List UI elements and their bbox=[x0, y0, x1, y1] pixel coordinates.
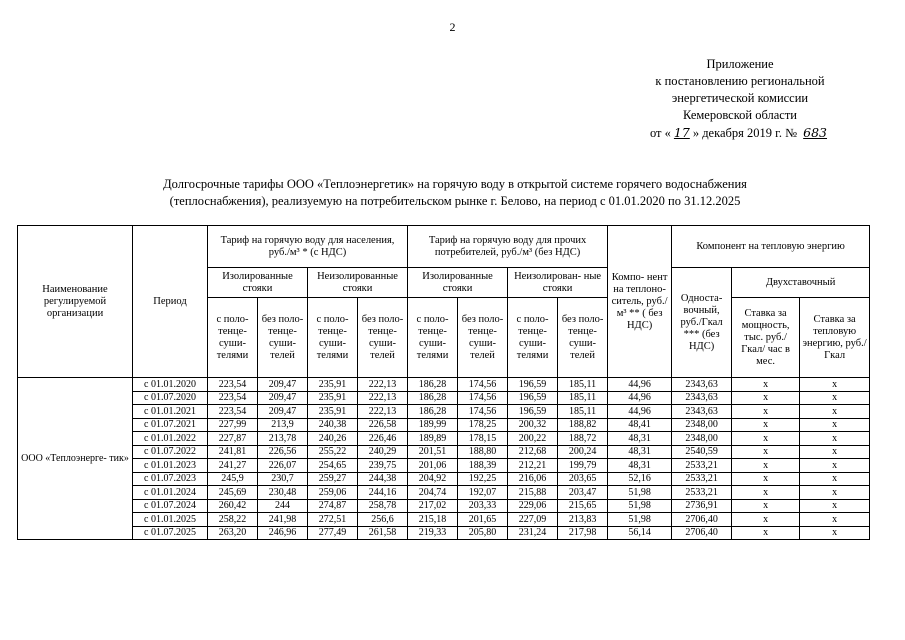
period-cell: с 01.01.2024 bbox=[133, 486, 208, 500]
value-cell: 2540,59 bbox=[672, 445, 732, 459]
value-cell: 186,28 bbox=[408, 405, 458, 419]
value-cell: 209,47 bbox=[258, 378, 308, 392]
header-with-dryer: с поло- тенце- суши- телями bbox=[308, 298, 358, 378]
header-insulated-pop: Изолированные стояки bbox=[208, 268, 308, 298]
header-noninsulated-pop: Неизолированные стояки bbox=[308, 268, 408, 298]
value-cell: 241,98 bbox=[258, 513, 308, 527]
table-row bbox=[18, 499, 870, 513]
value-cell: 226,58 bbox=[358, 418, 408, 432]
table-row bbox=[18, 378, 870, 392]
value-cell: 185,11 bbox=[558, 405, 608, 419]
date-day-handwritten: 17 bbox=[673, 125, 690, 140]
value-cell: 258,78 bbox=[358, 499, 408, 513]
table-row bbox=[18, 459, 870, 473]
value-cell: 178,15 bbox=[458, 432, 508, 446]
value-cell: х bbox=[732, 378, 800, 392]
header-organization: Наименование регулируемой организации bbox=[18, 226, 133, 378]
value-cell: 2706,40 bbox=[672, 526, 732, 540]
value-cell: 215,18 bbox=[408, 513, 458, 527]
period-cell: с 01.07.2021 bbox=[133, 418, 208, 432]
value-cell: 188,39 bbox=[458, 459, 508, 473]
value-cell: 231,24 bbox=[508, 526, 558, 540]
header-two-rate: Двухставочный bbox=[732, 268, 870, 298]
value-cell: 227,87 bbox=[208, 432, 258, 446]
appendix-date-line bbox=[620, 124, 860, 142]
value-cell: 188,72 bbox=[558, 432, 608, 446]
value-cell: 240,38 bbox=[308, 418, 358, 432]
header-with-dryer: с поло- тенце- суши- телями bbox=[508, 298, 558, 378]
appendix-line: энергетической комиссии bbox=[671, 91, 809, 105]
value-cell: 204,74 bbox=[408, 486, 458, 500]
value-cell: 240,29 bbox=[358, 445, 408, 459]
value-cell: 260,42 bbox=[208, 499, 258, 513]
value-cell: 212,68 bbox=[508, 445, 558, 459]
value-cell: 235,91 bbox=[308, 378, 358, 392]
value-cell: 203,47 bbox=[558, 486, 608, 500]
value-cell: х bbox=[732, 391, 800, 405]
value-cell: 201,51 bbox=[408, 445, 458, 459]
value-cell: 2343,63 bbox=[672, 378, 732, 392]
value-cell: 2533,21 bbox=[672, 486, 732, 500]
value-cell: 261,58 bbox=[358, 526, 408, 540]
value-cell: 245,9 bbox=[208, 472, 258, 486]
value-cell: 226,56 bbox=[258, 445, 308, 459]
value-cell: 189,89 bbox=[408, 432, 458, 446]
page-number: 2 bbox=[449, 20, 456, 34]
value-cell: 186,28 bbox=[408, 391, 458, 405]
value-cell: 44,96 bbox=[608, 391, 672, 405]
value-cell: 226,46 bbox=[358, 432, 408, 446]
header-without-dryer: без поло- тенце- суши- телей bbox=[358, 298, 408, 378]
value-cell: 241,81 bbox=[208, 445, 258, 459]
value-cell: 209,47 bbox=[258, 405, 308, 419]
value-cell: 212,21 bbox=[508, 459, 558, 473]
value-cell: 216,06 bbox=[508, 472, 558, 486]
appendix-line: Кемеровской области bbox=[682, 108, 798, 122]
value-cell: х bbox=[800, 513, 870, 527]
title-line: Долгосрочные тарифы ООО «Теплоэнергетик» на горячую воду в открытой системе горячего водоснабжения bbox=[163, 177, 747, 191]
value-cell: 188,80 bbox=[458, 445, 508, 459]
table-row bbox=[18, 418, 870, 432]
value-cell: 222,13 bbox=[358, 378, 408, 392]
value-cell: 241,27 bbox=[208, 459, 258, 473]
value-cell: 244 bbox=[258, 499, 308, 513]
date-mid: » декабря 2019 г. № bbox=[692, 126, 798, 140]
value-cell: 200,22 bbox=[508, 432, 558, 446]
value-cell: 239,75 bbox=[358, 459, 408, 473]
table-row bbox=[18, 486, 870, 500]
table-body bbox=[18, 378, 870, 540]
header-population-tariff: Тариф на горячую воду для населения, руб./м³ * (с НДС) bbox=[208, 226, 408, 268]
value-cell: 201,65 bbox=[458, 513, 508, 527]
value-cell: 223,54 bbox=[208, 391, 258, 405]
value-cell: 259,06 bbox=[308, 486, 358, 500]
header-others-tariff: Тариф на горячую воду для прочих потребителей, руб./м³ (без НДС) bbox=[408, 226, 608, 268]
value-cell: 48,41 bbox=[608, 418, 672, 432]
value-cell: 215,88 bbox=[508, 486, 558, 500]
value-cell: 2533,21 bbox=[672, 472, 732, 486]
value-cell: 192,25 bbox=[458, 472, 508, 486]
value-cell: 215,65 bbox=[558, 499, 608, 513]
period-cell: с 01.07.2024 bbox=[133, 499, 208, 513]
header-energy-component: Компонент на тепловую энергию bbox=[672, 226, 870, 268]
value-cell: 203,65 bbox=[558, 472, 608, 486]
header-without-dryer: без поло- тенце- суши- телей bbox=[558, 298, 608, 378]
value-cell: 174,56 bbox=[458, 391, 508, 405]
value-cell: 56,14 bbox=[608, 526, 672, 540]
table-row bbox=[18, 513, 870, 527]
value-cell: 2706,40 bbox=[672, 513, 732, 527]
period-cell: с 01.07.2022 bbox=[133, 445, 208, 459]
table-row bbox=[18, 445, 870, 459]
value-cell: 196,59 bbox=[508, 405, 558, 419]
table-row bbox=[18, 526, 870, 540]
document-title bbox=[60, 176, 850, 210]
value-cell: 48,31 bbox=[608, 445, 672, 459]
value-cell: 230,48 bbox=[258, 486, 308, 500]
value-cell: 226,07 bbox=[258, 459, 308, 473]
value-cell: 244,38 bbox=[358, 472, 408, 486]
value-cell: х bbox=[732, 486, 800, 500]
appendix-block bbox=[620, 56, 860, 142]
table-row bbox=[18, 391, 870, 405]
value-cell: х bbox=[732, 499, 800, 513]
value-cell: 2348,00 bbox=[672, 432, 732, 446]
header-with-dryer: с поло- тенце- суши- телями bbox=[408, 298, 458, 378]
tariff-table bbox=[17, 225, 870, 540]
value-cell: 223,54 bbox=[208, 378, 258, 392]
value-cell: 227,09 bbox=[508, 513, 558, 527]
value-cell: 2348,00 bbox=[672, 418, 732, 432]
value-cell: х bbox=[800, 486, 870, 500]
value-cell: 244,16 bbox=[358, 486, 408, 500]
value-cell: х bbox=[800, 405, 870, 419]
value-cell: 192,07 bbox=[458, 486, 508, 500]
value-cell: х bbox=[800, 499, 870, 513]
value-cell: 174,56 bbox=[458, 378, 508, 392]
value-cell: 213,78 bbox=[258, 432, 308, 446]
value-cell: 196,59 bbox=[508, 378, 558, 392]
value-cell: х bbox=[732, 405, 800, 419]
value-cell: 245,69 bbox=[208, 486, 258, 500]
value-cell: 205,80 bbox=[458, 526, 508, 540]
value-cell: 188,82 bbox=[558, 418, 608, 432]
period-cell: с 01.01.2020 bbox=[133, 378, 208, 392]
value-cell: 254,65 bbox=[308, 459, 358, 473]
value-cell: х bbox=[732, 418, 800, 432]
value-cell: х bbox=[732, 472, 800, 486]
value-cell: 274,87 bbox=[308, 499, 358, 513]
value-cell: 230,7 bbox=[258, 472, 308, 486]
period-cell: с 01.01.2023 bbox=[133, 459, 208, 473]
header-capacity-rate: Ставка за мощность, тыс. руб./ Гкал/ час в мес. bbox=[732, 298, 800, 378]
header-with-dryer: с поло- тенце- суши- телями bbox=[208, 298, 258, 378]
value-cell: 258,22 bbox=[208, 513, 258, 527]
value-cell: 200,24 bbox=[558, 445, 608, 459]
value-cell: 201,06 bbox=[408, 459, 458, 473]
decree-number-handwritten: 683 bbox=[803, 125, 828, 140]
value-cell: 51,98 bbox=[608, 499, 672, 513]
value-cell: 199,79 bbox=[558, 459, 608, 473]
header-insulated-other: Изолированные стояки bbox=[408, 268, 508, 298]
value-cell: 2343,63 bbox=[672, 391, 732, 405]
value-cell: 209,47 bbox=[258, 391, 308, 405]
title-line: (теплоснабжения), реализуемую на потребительском рынке г. Белово, на период с 01.01.2020 по 31.12.2025 bbox=[169, 194, 741, 208]
value-cell: 219,33 bbox=[408, 526, 458, 540]
value-cell: х bbox=[732, 459, 800, 473]
header-without-dryer: без поло- тенце- суши- телей bbox=[258, 298, 308, 378]
value-cell: 178,25 bbox=[458, 418, 508, 432]
value-cell: х bbox=[800, 391, 870, 405]
value-cell: 235,91 bbox=[308, 405, 358, 419]
value-cell: х bbox=[800, 378, 870, 392]
period-cell: с 01.07.2023 bbox=[133, 472, 208, 486]
value-cell: 185,11 bbox=[558, 391, 608, 405]
value-cell: 185,11 bbox=[558, 378, 608, 392]
value-cell: 200,32 bbox=[508, 418, 558, 432]
value-cell: 196,59 bbox=[508, 391, 558, 405]
value-cell: х bbox=[800, 445, 870, 459]
value-cell: 44,96 bbox=[608, 405, 672, 419]
value-cell: 48,31 bbox=[608, 432, 672, 446]
value-cell: 174,56 bbox=[458, 405, 508, 419]
period-cell: с 01.07.2020 bbox=[133, 391, 208, 405]
table-row bbox=[18, 432, 870, 446]
value-cell: х bbox=[800, 418, 870, 432]
value-cell: 44,96 bbox=[608, 378, 672, 392]
value-cell: х bbox=[800, 526, 870, 540]
value-cell: 2533,21 bbox=[672, 459, 732, 473]
value-cell: 213,9 bbox=[258, 418, 308, 432]
value-cell: х bbox=[800, 432, 870, 446]
value-cell: 235,91 bbox=[308, 391, 358, 405]
value-cell: 223,54 bbox=[208, 405, 258, 419]
value-cell: 272,51 bbox=[308, 513, 358, 527]
value-cell: 2343,63 bbox=[672, 405, 732, 419]
value-cell: 222,13 bbox=[358, 405, 408, 419]
value-cell: 204,92 bbox=[408, 472, 458, 486]
value-cell: 213,83 bbox=[558, 513, 608, 527]
period-cell: с 01.01.2021 bbox=[133, 405, 208, 419]
value-cell: 189,99 bbox=[408, 418, 458, 432]
value-cell: х bbox=[732, 445, 800, 459]
organization-cell: ООО «Теплоэнерге- тик» bbox=[18, 378, 133, 540]
period-cell: с 01.01.2022 bbox=[133, 432, 208, 446]
table-row bbox=[18, 405, 870, 419]
value-cell: х bbox=[732, 432, 800, 446]
header-one-rate: Односта- вочный, руб./Гкал *** (без НДС) bbox=[672, 268, 732, 378]
header-without-dryer: без поло- тенце- суши- телей bbox=[458, 298, 508, 378]
table-row bbox=[18, 472, 870, 486]
appendix-line: Приложение bbox=[706, 57, 774, 71]
value-cell: 186,28 bbox=[408, 378, 458, 392]
value-cell: х bbox=[800, 472, 870, 486]
value-cell: 203,33 bbox=[458, 499, 508, 513]
value-cell: 2736,91 bbox=[672, 499, 732, 513]
value-cell: 51,98 bbox=[608, 513, 672, 527]
value-cell: 277,49 bbox=[308, 526, 358, 540]
value-cell: 259,27 bbox=[308, 472, 358, 486]
value-cell: 52,16 bbox=[608, 472, 672, 486]
appendix-line: к постановлению региональной bbox=[655, 74, 825, 88]
date-prefix: от « bbox=[649, 126, 671, 140]
period-cell: с 01.01.2025 bbox=[133, 513, 208, 527]
value-cell: 227,99 bbox=[208, 418, 258, 432]
value-cell: 246,96 bbox=[258, 526, 308, 540]
value-cell: х bbox=[732, 513, 800, 527]
header-energy-rate: Ставка за тепловую энергию, руб./Гкал bbox=[800, 298, 870, 378]
value-cell: 51,98 bbox=[608, 486, 672, 500]
value-cell: х bbox=[732, 526, 800, 540]
value-cell: 48,31 bbox=[608, 459, 672, 473]
header-carrier-component: Компо- нент на теплоно- ситель, руб./м³ ** ( без НДС) bbox=[608, 226, 672, 378]
value-cell: 217,02 bbox=[408, 499, 458, 513]
value-cell: 240,26 bbox=[308, 432, 358, 446]
value-cell: 222,13 bbox=[358, 391, 408, 405]
value-cell: х bbox=[800, 459, 870, 473]
period-cell: с 01.07.2025 bbox=[133, 526, 208, 540]
value-cell: 217,98 bbox=[558, 526, 608, 540]
header-period: Период bbox=[133, 226, 208, 378]
value-cell: 256,6 bbox=[358, 513, 408, 527]
header-noninsulated-other: Неизолирован- ные стояки bbox=[508, 268, 608, 298]
value-cell: 229,06 bbox=[508, 499, 558, 513]
value-cell: 263,20 bbox=[208, 526, 258, 540]
value-cell: 255,22 bbox=[308, 445, 358, 459]
